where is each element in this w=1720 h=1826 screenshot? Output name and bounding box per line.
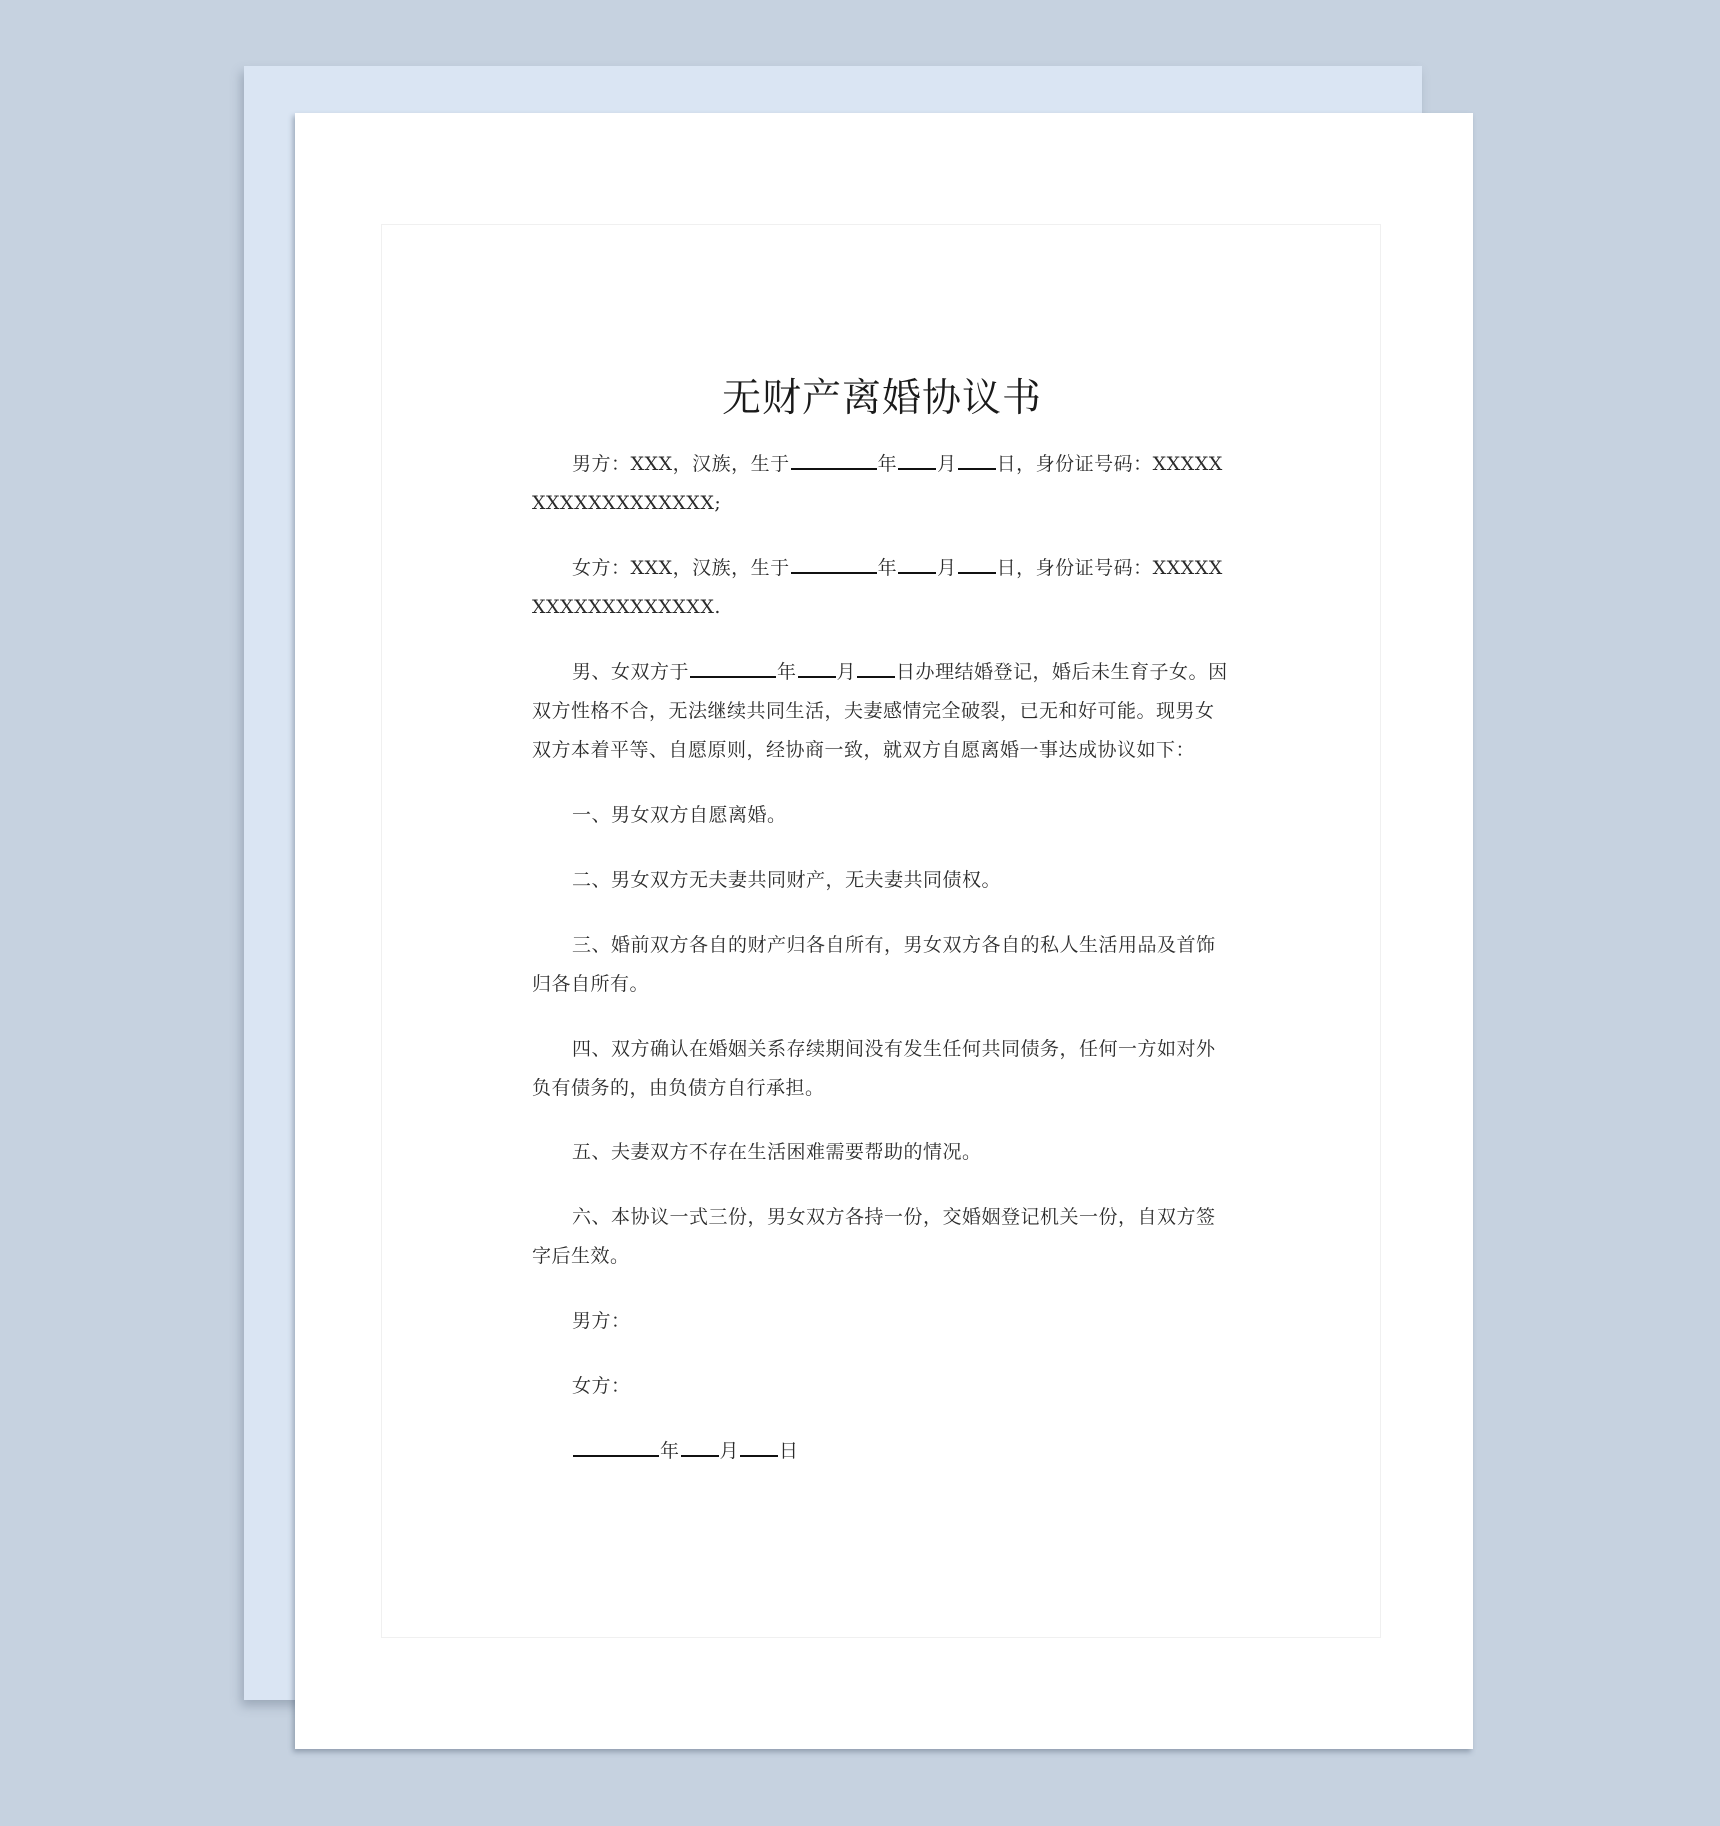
female-party-info	[532, 549, 1232, 627]
clause-6: 六、本协议一式三份，男女双方各持一份，交婚姻登记机关一份，自双方签字后生效。	[532, 1206, 1216, 1267]
clause-4: 四、双方确认在婚姻关系存续期间没有发生任何共同债务，任何一方如对外负有债务的，由负债方自行承担。	[532, 1038, 1216, 1099]
day-label: 日	[779, 1440, 799, 1462]
month-label: 月	[937, 453, 957, 475]
female-birth-month-blank	[898, 554, 936, 574]
preamble-prefix: 男、女双方于	[572, 661, 690, 683]
document-title: 无财产离婚协议书	[721, 376, 1042, 421]
male-party-info	[532, 445, 1232, 523]
female-id-label: 日，身份证号码：XXXXX	[996, 557, 1223, 579]
signature-date-line	[532, 1432, 1232, 1471]
male-id-label: 日，身份证号码：XXXXX	[996, 453, 1223, 475]
female-birth-year-blank	[791, 554, 877, 574]
year-label: 年	[877, 453, 898, 475]
marriage-year-blank	[690, 658, 776, 678]
male-birth-month-blank	[898, 450, 936, 470]
female-id-continuation: XXXXXXXXXXXXX.	[532, 596, 721, 618]
male-birth-year-blank	[791, 450, 877, 470]
month-label: 月	[937, 557, 957, 579]
sign-year-blank	[573, 1437, 659, 1457]
marriage-month-blank	[798, 658, 836, 678]
year-label: 年	[877, 557, 898, 579]
female-party-label: 女方：XXX，汉族，生于	[572, 557, 790, 579]
year-label: 年	[777, 661, 797, 683]
sign-month-blank	[681, 1437, 719, 1457]
clause-2: 二、男女双方无夫妻共同财产，无夫妻共同债权。	[572, 869, 1002, 891]
preamble-paragraph	[532, 653, 1232, 770]
male-birth-day-blank	[958, 450, 996, 470]
male-party-label: 男方：XXX，汉族，生于	[572, 453, 790, 475]
clause-5: 五、夫妻双方不存在生活困难需要帮助的情况。	[572, 1141, 982, 1163]
female-birth-day-blank	[958, 554, 996, 574]
clause-1: 一、男女双方自愿离婚。	[572, 804, 787, 826]
year-label: 年	[660, 1440, 680, 1462]
preamble-line1-rest: 日办理结婚登记，婚后未生育子女。	[896, 661, 1209, 683]
male-signature-line: 男方：	[572, 1310, 631, 1332]
month-label: 月	[719, 1440, 740, 1462]
sign-day-blank	[740, 1437, 778, 1457]
clause-3: 三、婚前双方各自的财产归各自所有，男女双方各自的私人生活用品及首饰归各自所有。	[532, 934, 1216, 995]
marriage-day-blank	[857, 658, 895, 678]
female-signature-line: 女方：	[572, 1375, 631, 1397]
month-label: 月	[836, 661, 857, 683]
male-id-continuation: XXXXXXXXXXXXX;	[532, 492, 722, 514]
front-page-sheet	[295, 113, 1473, 1749]
preamble-rest: 因双方性格不合，无法继续共同生活，夫妻感情完全破裂，已无和好可能。现男女双方本着平等、自愿原则，经协商一致，就双方自愿离婚一事达成协议如下：	[532, 661, 1228, 761]
